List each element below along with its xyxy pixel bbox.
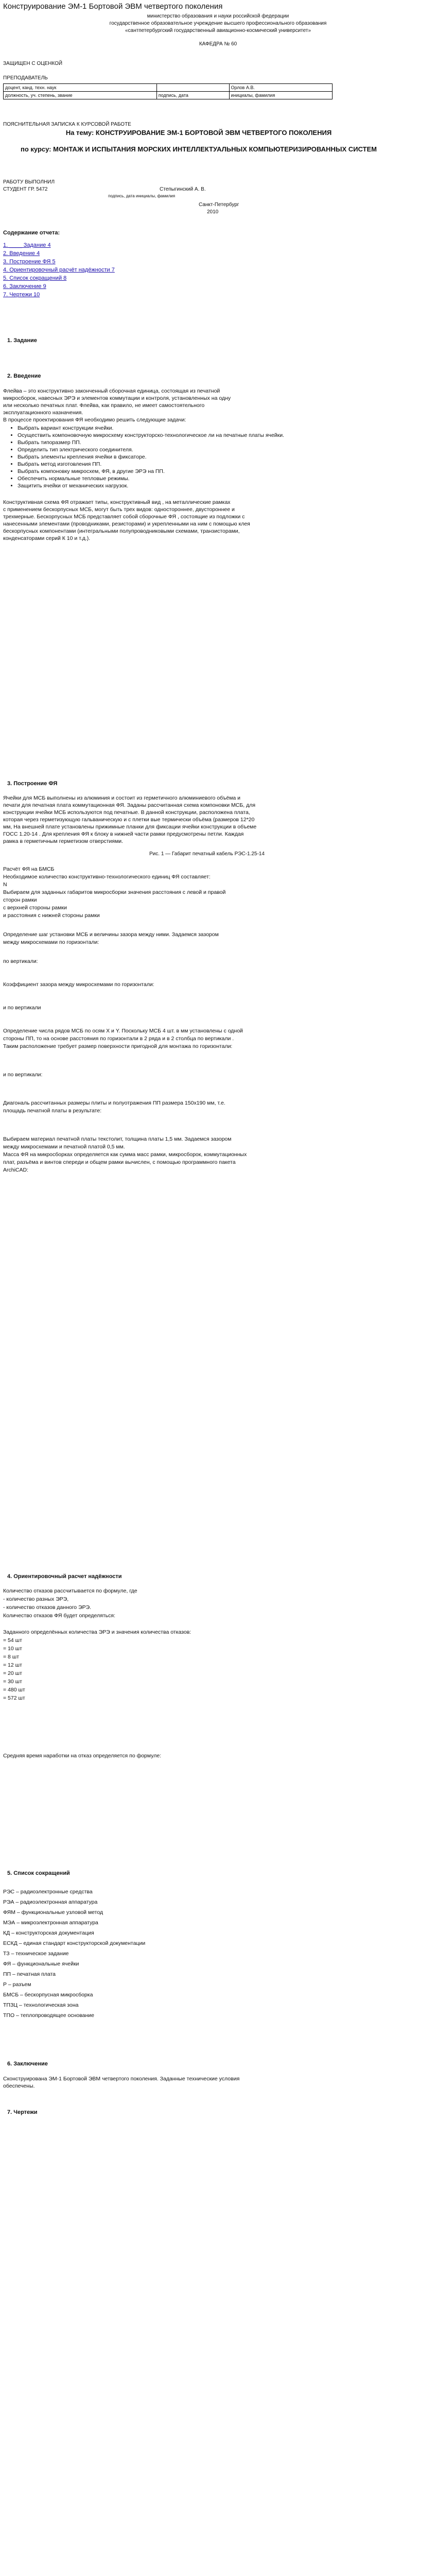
list-item: • Выбрать метод изготовления ПП. — [18, 461, 429, 468]
text-line: Количество отказов рассчитывается по формуле, где — [3, 1588, 137, 1594]
list-item: МЭА – микроэлектронная аппаратура — [3, 1920, 98, 1926]
committee-table — [3, 83, 333, 99]
course-heading: по курсу: МОНТАЖ И ИСПЫТАНИЯ МОРСКИХ ИНТЕЛЛЕКТУАЛЬНЫХ КОМПЬЮТЕРИЗИРОВАННЫХ СИСТЕМ — [20, 145, 377, 153]
text-line: = 30 шт — [3, 1679, 22, 1685]
text-line: N — [3, 882, 7, 888]
list-item: ФЯ – функциональные ячейки — [3, 1961, 79, 1967]
text-line: мм, На внешней плате установлены прижимные планки для фиксации ячейки конструкции в объеме — [3, 824, 257, 830]
list-item: ТПЗЦ – технологическая зона — [3, 2002, 79, 2008]
text-line: и по вертикали: — [3, 1072, 43, 1078]
text-line: = 480 шт — [3, 1687, 25, 1693]
text-line: микросборок, навесных ЭРЭ и элементов коммутации и контроля, установленных на одну — [3, 395, 231, 401]
list-item: • Выбрать типоразмер ПП. — [18, 439, 429, 446]
section-abbr-heading: 5. Список сокращений — [7, 1870, 70, 1876]
text-line: = 54 шт — [3, 1637, 22, 1643]
text-line: Таким расположение требует размер поверхности пригодной для монтажа по горизонтали: — [3, 1043, 233, 1049]
list-item: РЭА – радиоэлектронная аппаратура — [3, 1899, 98, 1905]
intro-text-2 — [3, 499, 425, 542]
text-line: по вертикали: — [3, 958, 38, 964]
list-item: КД – конструкторская документация — [3, 1930, 94, 1936]
text-line: трехмерные. Бескорпусных МСБ представляет собой сборочные ФЯ , состоящие из подложки с — [3, 514, 245, 520]
topic-heading: На тему: КОНСТРУИРОВАНИЕ ЭМ-1 БОРТОВОЙ ЭВМ ЧЕТВЕРТОГО ПОКОЛЕНИЯ — [65, 129, 332, 137]
text-line: Масса ФЯ на микросборках определяется как сумма масс рамки, микросборок, коммутационных — [3, 1151, 247, 1158]
figure-caption: Рис. 1 — Габарит печатный кабель РЭС-1.25-14 — [149, 851, 265, 857]
student-name: Степыгинский А. В. — [160, 187, 206, 192]
text-line: = 10 шт — [3, 1646, 22, 1652]
text-line: Определение шаг установки МСБ и величины зазора между ними. Задаемся зазором — [3, 931, 219, 938]
table-cell: доцент, канд. техн. наук — [4, 84, 157, 92]
text-line: или несколько печатных плат. Флейва, как правило, не имеет самостоятельного — [3, 402, 205, 409]
text-line: и расстояния с нижней стороны рамки — [3, 912, 100, 919]
list-item: ПП – печатная плата — [3, 1971, 56, 1977]
text-line: Диагональ рассчитанных размеры плиты и полуотражения ПП размера 150х190 мм, т.е. — [3, 1100, 225, 1106]
text-line: плат, разъёма и винтов спереди и общем рамки вычислен, с помощью программного пакета — [3, 1159, 236, 1165]
list-item: Р – разъем — [3, 1981, 31, 1988]
text-line: Выбираем для заданных габаритов микросборки значения расстояния с левой и правой — [3, 889, 226, 895]
text-line: с применением бескорпусных МСБ, могут быть трех видов: одностороннее, двустороннее и — [3, 506, 235, 513]
text-line: рамка в герметичным герметизом отверстиями. — [3, 838, 124, 844]
list-item: БМСБ – бескорпусная микросборка — [3, 1992, 93, 1998]
section-conclusion-heading: 6. Заключение — [7, 2061, 48, 2067]
list-item: • Выбрать вариант конструкции ячейки. — [18, 425, 429, 432]
text-line: = 12 шт — [3, 1662, 22, 1668]
toc-link-build[interactable]: 3. Построение ФЯ 5 — [3, 259, 56, 265]
text-line: Флейва – это конструктивно законченный сборочная единица, состоящая из печатной — [3, 388, 220, 394]
list-item: • Определить тип электрического соединителя. — [18, 446, 429, 453]
table-row — [4, 92, 333, 99]
table-cell: подпись, дата — [156, 92, 229, 99]
text-line: конденсаторами серий К 10 и т.д.). — [3, 535, 91, 541]
text-line: между микросхемами и печатной платой 0,5 мм. — [3, 1144, 125, 1150]
text-line: В процессе проектирования ФЯ необходимо решить следующие задачи: — [3, 417, 186, 423]
toc-link-abbr[interactable]: 5. Список сокращений 8 — [3, 275, 67, 281]
note-title: ПОЯСНИТЕЛЬНАЯ ЗАПИСКА К КУРСОВОЙ РАБОТЕ — [3, 122, 131, 127]
text-line: Расчёт ФЯ на БМСБ — [3, 866, 55, 872]
toc-link-drawings[interactable]: 7. Чертежи 10 — [3, 292, 40, 298]
table-cell: Орлов А.В. — [229, 84, 333, 92]
abbreviation-list — [3, 1887, 425, 2021]
teacher-label: ПРЕПОДАВАТЕЛЬ — [3, 75, 48, 81]
text-line: Средняя время наработки на отказ определяется по формуле: — [3, 1753, 162, 1759]
calculation-text — [3, 866, 425, 1297]
text-line: Коэффициент зазора между микросхемами по горизонтали: — [3, 981, 154, 988]
text-line: печати для печатная плата коммутационная ФЯ. Заданы рассчитанная схема компоновки МСБ, для — [3, 802, 256, 808]
text-line: Количество отказов ФЯ будет определяться: — [3, 1613, 115, 1619]
text-line: конструкции ячейки МСБ используются под печатные. В данной конструкции, расположена плата, — [3, 809, 250, 816]
text-line: Определение числа рядов МСБ по осям X и Y. Поскольку МСБ 4 шт. в мм установлены с одной — [3, 1028, 243, 1034]
ministry-line: министерство образования и науки российской федерации — [147, 13, 289, 19]
text-line: - количество разных ЭРЭ, — [3, 1596, 69, 1602]
table-cell: инициалы, фамилия — [229, 92, 333, 99]
city: Санкт-Петербург — [199, 202, 239, 208]
section-intro-heading: 2. Введение — [7, 373, 41, 379]
list-item: ТЗ – техническое задание — [3, 1951, 69, 1957]
text-line: = 20 шт — [3, 1670, 22, 1676]
list-item: ТПО – теплопроводящее основание — [3, 2012, 94, 2019]
university-line: государственное образовательное учреждение высшего профессионального образования — [109, 21, 327, 26]
toc-link-intro[interactable]: 2. Введение 4 — [3, 250, 40, 257]
toc-link-conclusion[interactable]: 6. Заключение 9 — [3, 283, 46, 290]
section-drawings-heading: 7. Чертежи — [7, 2109, 38, 2115]
text-line: площадь печатной платы в результате: — [3, 1108, 102, 1114]
text-line: между микросхемами по горизонтали: — [3, 939, 99, 945]
text-line: нанесенными элементами (проводниками, резисторами) и укрепленными на ним с помощью клея — [3, 521, 250, 527]
text-line: Ячейки для МСБ выполнены из алюминия и состоит из герметичного алюминиевого объёма и — [3, 795, 241, 801]
text-line: эксплуатационного назначения. — [3, 410, 83, 416]
text-line: Выбираем материал печатной платы текстолит, толщина платы 1,5 мм. Задаемся зазором — [3, 1136, 232, 1142]
text-line: Заданного определённых количества ЭРЭ и значения количества отказов: — [3, 1629, 191, 1635]
text-line: которая через герметизующую гальваническую и с плетки вые термически объёма (размеров 12*20 — [3, 817, 255, 823]
text-line: - количество отказов данного ЭРЭ. — [3, 1604, 92, 1611]
task-list — [10, 425, 429, 489]
protected-label: ЗАЩИЩЕН С ОЦЕНКОЙ — [3, 61, 63, 66]
list-item: • Осуществить компоновочную микросхему конструкторско-технологическое ли на печатные платы ячейки. — [18, 432, 429, 439]
toc-link-task[interactable]: 1. ____ Задание 4 — [3, 242, 51, 248]
list-item: • Выбрать элементы крепления ячейки в фиксаторе. — [18, 453, 429, 461]
list-item: • Защитить ячейки от механических нагрузок. — [18, 482, 429, 489]
build-text — [3, 794, 425, 845]
section-task-heading: 1. Задание — [7, 337, 37, 344]
text-line: ArchiCAD: — [3, 1167, 29, 1173]
table-cell: должность, уч. степень, звание — [4, 92, 157, 99]
page-title: Конструирование ЭМ-1 Бортовой ЭВМ четвертого поколения — [3, 2, 223, 11]
done-by-label: РАБОТУ ВЫПОЛНИЛ — [3, 179, 55, 185]
intro-text — [3, 387, 425, 423]
text-line: и по вертикали — [3, 1005, 41, 1011]
text-line: Сконструирована ЭМ-1 Бортовой ЭВМ четвертого поколения. Заданные технические условия — [3, 2076, 240, 2082]
section-build-heading: 3. Построение ФЯ — [7, 781, 58, 787]
text-line: = 572 шт — [3, 1695, 25, 1701]
conclusion-text — [3, 2075, 425, 2090]
university-name: «сантпетербургский государственный авиационно-космический университет» — [125, 28, 311, 33]
list-item: РЭС – радиоэлектронные средства — [3, 1889, 93, 1895]
section-reliability-heading: 4. Ориентировочный расчет надёжности — [7, 1573, 122, 1580]
list-item: • Выбрать компоновку микросхем, ФЯ, в другие ЭРЭ на ПП. — [18, 468, 429, 475]
table-cell — [156, 84, 229, 92]
text-line: бескорпусных компонентами (интегральными полупроводниковыми схемами, транзисторами, — [3, 528, 240, 534]
text-line: стороны ПП, то на основе расстояния по горизонтали в 2 ряда и в 2 столбца по вертикали . — [3, 1036, 234, 1042]
list-item: ФЯМ – функциональные узловой метод — [3, 1909, 103, 1916]
text-line: Конструктивная схема ФЯ отражает типы, конструктивный вид , на металлические рамках — [3, 499, 231, 505]
student-caption: подпись, дата инициалы, фамилия — [108, 194, 176, 198]
text-line: ГОСС 1.20-14 . Для крепления ФЯ к блоку в нижней части рамки предусмотрены петли. Каждая — [3, 831, 244, 837]
toc-link-reliability[interactable]: 4. Ориентировочный расчёт надёжности 7 — [3, 267, 115, 273]
department-line: КАФЕДРА № 60 — [199, 41, 237, 47]
text-line: = 8 шт — [3, 1654, 20, 1660]
year: 2010 — [207, 209, 219, 215]
list-item: ЕСКД – единая стандарт конструкторской документации — [3, 1940, 146, 1946]
student-label: СТУДЕНТ ГР. 5472 — [3, 187, 48, 192]
text-line: обеспечены. — [3, 2083, 35, 2089]
list-item: • Обеспечить нормальные тепловые режимы. — [18, 475, 429, 482]
reliability-text — [3, 1587, 425, 1760]
text-line: сторон рамки — [3, 897, 37, 903]
text-line: с верхней стороны рамки — [3, 905, 67, 911]
toc-title: Содержание отчета: — [3, 230, 60, 236]
table-row — [4, 84, 333, 92]
text-line: Необходимое количество конструктивно-технологического единиц ФЯ составляет: — [3, 874, 211, 880]
